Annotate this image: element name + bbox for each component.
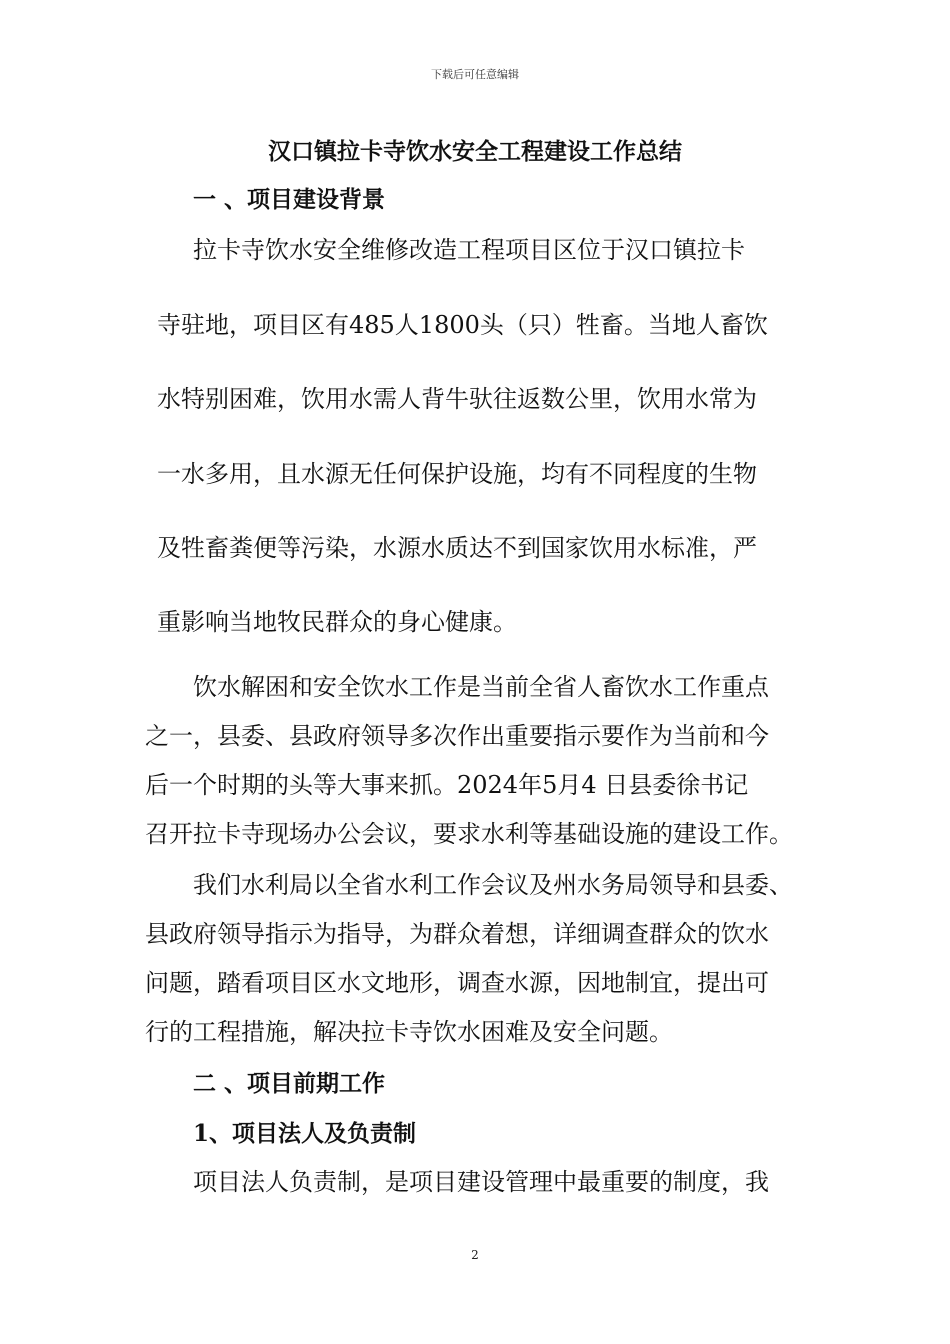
- paragraph-line: 召开拉卡寺现场办公会议，要求水利等基础设施的建设工作。: [145, 820, 793, 848]
- paragraph-line: 问题，踏看项目区水文地形，调查水源，因地制宜，提出可: [145, 969, 769, 997]
- document-title: 汉口镇拉卡寺饮水安全工程建设工作总结: [268, 138, 682, 165]
- paragraph-line: 项目法人负责制，是项目建设管理中最重要的制度，我: [193, 1168, 769, 1196]
- section-2-heading: 二 、项目前期工作: [193, 1070, 386, 1097]
- paragraph-line: 及牲畜粪便等污染，水源水质达不到国家饮用水标准，严: [157, 534, 757, 562]
- paragraph-line: 县政府领导指示为指导，为群众着想，详细调查群众的饮水: [145, 920, 769, 948]
- paragraph-line: 一水多用，且水源无任何保护设施，均有不同程度的生物: [157, 460, 757, 488]
- page-number: 2: [471, 1248, 479, 1262]
- paragraph-line: 寺驻地，项目区有485人1800头（只）牲畜。当地人畜饮: [157, 311, 768, 339]
- paragraph-line: 我们水利局以全省水利工作会议及州水务局领导和县委、: [193, 871, 793, 899]
- paragraph-line: 后一个时期的头等大事来抓。2024年5月4 日县委徐书记: [145, 771, 749, 799]
- paragraph-line: 之一，县委、县政府领导多次作出重要指示要作为当前和今: [145, 722, 769, 750]
- paragraph-line: 饮水解困和安全饮水工作是当前全省人畜饮水工作重点: [193, 673, 769, 701]
- subsection-heading: 1、项目法人及负责制: [193, 1120, 417, 1147]
- paragraph-line: 水特别困难，饮用水需人背牛驮往返数公里，饮用水常为: [157, 385, 757, 413]
- paragraph-line: 拉卡寺饮水安全维修改造工程项目区位于汉口镇拉卡: [193, 236, 745, 264]
- paragraph-line: 行的工程措施，解决拉卡寺饮水困难及安全问题。: [145, 1018, 673, 1046]
- paragraph-line: 重影响当地牧民群众的身心健康。: [157, 608, 517, 636]
- page-header-note: 下载后可任意编辑: [431, 68, 519, 81]
- section-1-heading: 一 、项目建设背景: [193, 186, 386, 213]
